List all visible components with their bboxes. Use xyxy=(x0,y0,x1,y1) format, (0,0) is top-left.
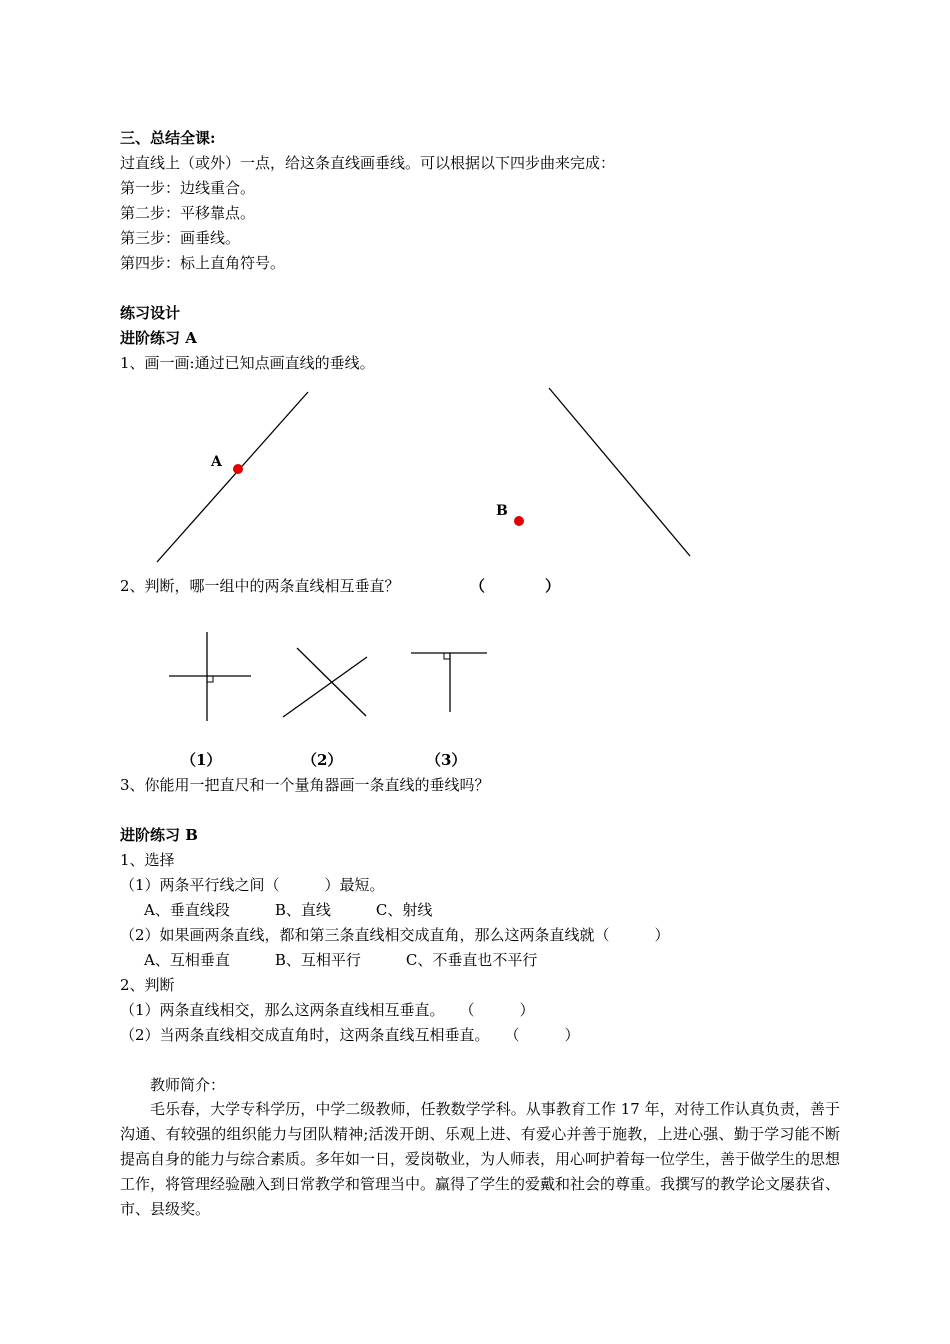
practice-b-s1-q1-options: A、垂直线段 B、直线 C、射线 xyxy=(144,901,433,919)
point-b-label: B xyxy=(496,503,508,519)
teacher-heading: 教师简介： xyxy=(150,1076,226,1094)
point-a-label: A xyxy=(211,454,222,470)
practice-b-s2-q1: （1）两条直线相交，那么这两条直线相互垂直。 （ ） xyxy=(120,1001,535,1019)
step-2: 第二步：平移靠点。 xyxy=(120,204,256,222)
practice-title: 练习设计 xyxy=(120,304,181,322)
figure-1-label: （1） xyxy=(181,751,222,769)
practice-b-title: 进阶练习 B xyxy=(120,826,198,844)
practice-a-q3: 3、你能用一把直尺和一个量角器画一条直线的垂线吗？ xyxy=(120,776,490,794)
practice-b-s1-q1: （1）两条平行线之间（ ）最短。 xyxy=(120,876,385,894)
teacher-bio: 毛乐春，大学专科学历，中学二级教师，任教数学学科。从事教育工作 17 年，对待工作认真负责，善于沟通、有较强的组织能力与团队精神;活泼开朗、乐观上进、有爱心并善于施教，上进心强、勤于学习能不断提高自身的能力与综合素质。多年如一日，爱岗敬业，为人师表，用心呵护着每一位学生，善于做学生的思想工作，将管理经验融入到日常教学和管理当中。赢得了学生的爱戴和社会的尊重。我撰写的教学论文屡获省、市、县级奖。 xyxy=(120,1100,841,1218)
line-through-a xyxy=(157,392,308,562)
practice-b-s2-q2: （2）当两条直线相交成直角时，这两条直线互相垂直。 （ ） xyxy=(120,1026,580,1044)
summary-heading: 三、总结全课: xyxy=(120,129,216,147)
practice-a-q2-blank[interactable]: （ ） xyxy=(470,577,561,595)
step-1: 第一步：边线重合。 xyxy=(120,179,256,197)
practice-a-q1: 1、画一画:通过已知点画直线的垂线。 xyxy=(120,354,375,372)
practice-b-s1-q2: （2）如果画两条直线，都和第三条直线相交成直角，那么这两条直线就（ ） xyxy=(120,926,670,944)
summary-intro: 过直线上（或外）一点，给这条直线画垂线。可以根据以下四步曲来完成： xyxy=(120,154,616,172)
figure-2 xyxy=(283,648,367,717)
figure-3-label: （3） xyxy=(426,751,467,769)
practice-b-s2: 2、判断 xyxy=(120,976,175,994)
figure-1 xyxy=(169,632,251,721)
line-near-b xyxy=(549,388,690,556)
point-a-dot xyxy=(233,464,243,474)
step-4: 第四步：标上直角符号。 xyxy=(120,254,286,272)
practice-a-title: 进阶练习 A xyxy=(120,329,197,347)
step-3: 第三步：画垂线。 xyxy=(120,229,241,247)
practice-b-s1-q2-options: A、互相垂直 B、互相平行 C、不垂直也不平行 xyxy=(144,951,538,969)
practice-b-s1: 1、选择 xyxy=(120,851,175,869)
figure-3 xyxy=(411,653,487,712)
point-b-dot xyxy=(514,516,524,526)
figure-2-label: （2） xyxy=(302,751,343,769)
practice-a-q2: 2、判断，哪一组中的两条直线相互垂直？ xyxy=(120,577,400,595)
